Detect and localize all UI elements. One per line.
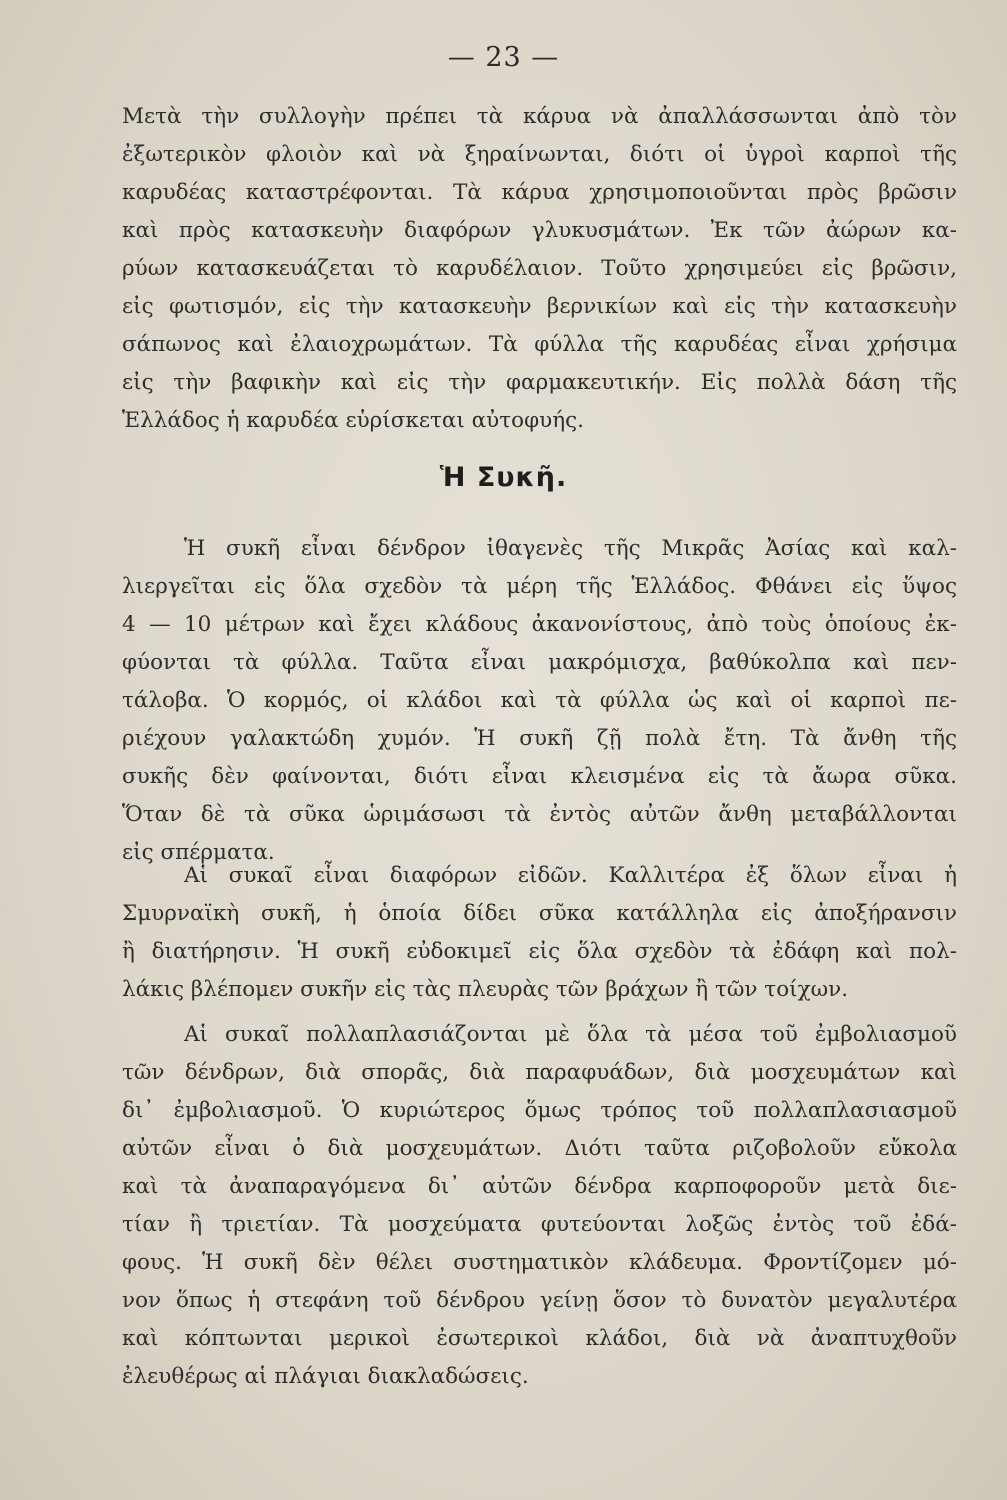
text-line: Ἡ συκῆ εἶναι δένδρον ἰθαγενὲς τῆς Μικρᾶς Ἀσίας καὶ καλ- (184, 536, 957, 561)
text-line: Σμυρναϊκὴ συκῆ, ἡ ὁποία δίδει σῦκα κατάλληλα εἰς ἀποξήρανσιν (122, 901, 957, 926)
text-line: δι᾽ ἐμβολιασμοῦ. Ὁ κυριώτερος ὅμως τρόπος τοῦ πολλαπλασιασμοῦ (122, 1098, 957, 1123)
paragraph-fig-varieties (122, 857, 957, 1009)
text-line: εἰς σπέρματα. (122, 840, 275, 865)
text-line: εἰς τὴν βαφικὴν καὶ εἰς τὴν φαρμακευτικήν. Εἰς πολλὰ δάση τῆς (122, 370, 957, 395)
text-line: φους. Ἡ συκῆ δὲν θέλει συστηματικὸν κλάδευμα. Φροντίζομεν μό- (122, 1250, 957, 1275)
text-line: Ἑλλάδος ἡ καρυδέα εὑρίσκεται αὐτοφυής. (122, 408, 584, 433)
page-number: — 23 — (447, 42, 560, 73)
text-line: νον ὅπως ἡ στεφάνη τοῦ δένδρου γείνῃ ὅσον τὸ δυνατὸν μεγαλυτέρα (122, 1288, 957, 1313)
text-line: Αἱ συκαῖ πολλαπλασιάζονται μὲ ὅλα τὰ μέσα τοῦ ἐμβολιασμοῦ (184, 1022, 957, 1047)
text-line: Μετὰ τὴν συλλογὴν πρέπει τὰ κάρυα νὰ ἀπαλλάσσωνται ἀπὸ τὸν (122, 104, 957, 129)
paragraph-fig-tree-description (122, 530, 957, 872)
text-line: ριέχουν γαλακτώδη χυμόν. Ἡ συκῆ ζῇ πολὰ ἔτη. Τὰ ἄνθη τῆς (122, 726, 957, 751)
text-line: 4 — 10 μέτρων καὶ ἔχει κλάδους ἀκανονίστους, ἀπὸ τοὺς ὁποίους ἐκ- (122, 612, 957, 637)
text-line: καὶ τὰ ἀναπαραγόμενα δι᾽ αὐτῶν δένδρα καρποφοροῦν μετὰ διε- (122, 1174, 957, 1199)
text-line: καὶ κόπτωνται μερικοὶ ἐσωτερικοὶ κλάδοι, διὰ νὰ ἀναπτυχθοῦν (122, 1326, 957, 1351)
text-line: Αἱ συκαῖ εἶναι διαφόρων εἰδῶν. Καλλιτέρα ἐξ ὅλων εἶναι ἡ (184, 863, 957, 888)
text-line: λάκις βλέπομεν συκῆν εἰς τὰς πλευρὰς τῶν βράχων ἢ τῶν τοίχων. (122, 977, 849, 1002)
text-line: καὶ πρὸς κατασκευὴν διαφόρων γλυκυσμάτων. Ἐκ τῶν ἀώρων κα- (122, 218, 957, 243)
text-line: τίαν ἢ τριετίαν. Τὰ μοσχεύματα φυτεύονται λοξῶς ἐντὸς τοῦ ἐδά- (122, 1212, 957, 1237)
text-line: ἐλευθέρως αἱ πλάγιαι διακλαδώσεις. (122, 1364, 529, 1389)
text-line: συκῆς δὲν φαίνονται, διότι εἶναι κλεισμένα εἰς τὰ ἄωρα σῦκα. (122, 764, 957, 789)
text-line: λιεργεῖται εἰς ὅλα σχεδὸν τὰ μέρη τῆς Ἑλλάδος. Φθάνει εἰς ὕψος (122, 574, 957, 599)
text-line: εἰς φωτισμόν, εἰς τὴν κατασκευὴν βερνικίων καὶ εἰς τὴν κατασκευὴν (122, 294, 957, 319)
text-line: αὐτῶν εἶναι ὁ διὰ μοσχευμάτων. Διότι ταῦτα ριζοβολοῦν εὔκολα (122, 1136, 957, 1161)
text-line: φύονται τὰ φύλλα. Ταῦτα εἶναι μακρόμισχα, βαθύκολπα καὶ πεν- (122, 650, 957, 675)
text-line: Ὅταν δὲ τὰ σῦκα ὡριμάσωσι τὰ ἐντὸς αὐτῶν ἄνθη μεταβάλλονται (122, 802, 957, 827)
text-line: σάπωνος καὶ ἐλαιοχρωμάτων. Τὰ φύλλα τῆς καρυδέας εἶναι χρήσιμα (122, 332, 957, 357)
text-line: καρυδέας καταστρέφονται. Τὰ κάρυα χρησιμοποιοῦνται πρὸς βρῶσιν (122, 180, 957, 205)
text-line: ἢ διατήρησιν. Ἡ συκῆ εὐδοκιμεῖ εἰς ὅλα σχεδὸν τὰ ἐδάφη καὶ πολ- (122, 939, 957, 964)
section-heading: Ἡ Συκῆ. (439, 462, 568, 493)
text-line: ἐξωτερικὸν φλοιὸν καὶ νὰ ξηραίνωνται, διότι οἱ ὑγροὶ καρποὶ τῆς (122, 142, 957, 167)
paragraph-walnut-uses (122, 98, 957, 440)
text-line: τάλοβα. Ὁ κορμός, οἱ κλάδοι καὶ τὰ φύλλα ὡς καὶ οἱ καρποὶ πε- (122, 688, 957, 713)
text-line: ρύων κατασκευάζεται τὸ καρυδέλαιον. Τοῦτο χρησιμεύει εἰς βρῶσιν, (122, 256, 957, 281)
paragraph-fig-propagation (122, 1016, 957, 1396)
text-line: τῶν δένδρων, διὰ σπορᾶς, διὰ παραφυάδων, διὰ μοσχευμάτων καὶ (122, 1060, 957, 1085)
